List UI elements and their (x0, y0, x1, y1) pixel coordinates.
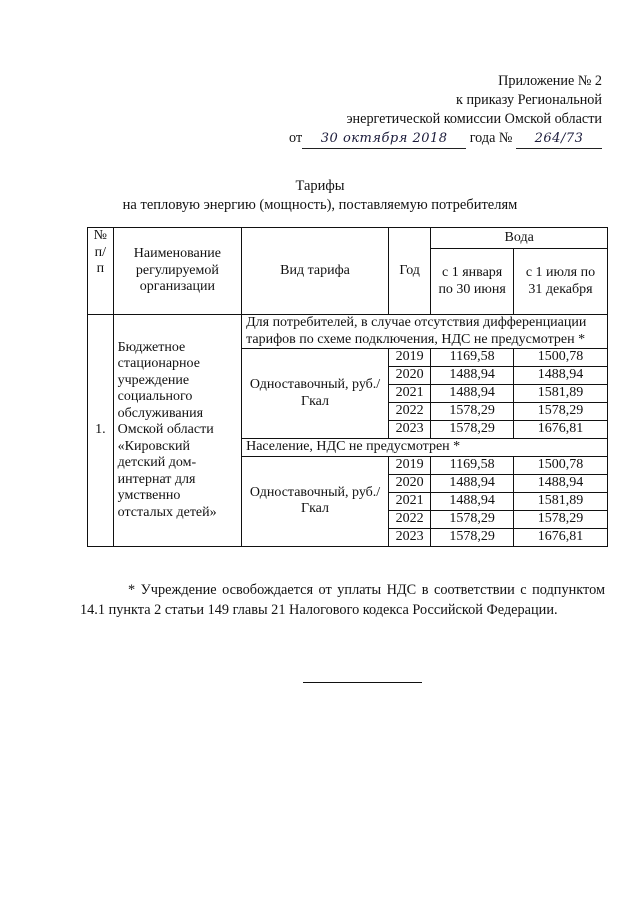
commission-name: энергетической комиссии Омской области (346, 111, 602, 127)
document-title (0, 177, 640, 215)
year-cell: 2022 (388, 403, 430, 421)
tariff-type: Одноставочный, руб./Гкал (242, 349, 389, 439)
year-cell: 2023 (388, 528, 430, 546)
value-period-2: 1488,94 (513, 367, 607, 385)
vat-footnote (80, 580, 605, 620)
value-period-1: 1169,58 (431, 456, 514, 474)
header-water: Вода (431, 228, 608, 249)
appendix-header (289, 72, 602, 149)
header-row-1 (88, 228, 608, 249)
value-period-1: 1578,29 (431, 421, 514, 439)
footnote-text: * Учреждение освобождается от уплаты НДС в соответствии с подпунктом 14.1 пункта 2 статьи 149 главы 21 Налогового кодекса Российской Федерации. (80, 582, 605, 618)
year-number-label: года № (469, 130, 513, 146)
tariff-type: Одноставочный, руб./Гкал (242, 456, 389, 546)
organization-name: Бюджетное стационарное учреждение социального обслуживания Омской области «Кировский детский дом-интернат для умственно отсталых детей» (113, 315, 241, 547)
value-period-1: 1169,58 (431, 349, 514, 367)
end-divider (303, 682, 422, 683)
order-reference: к приказу Региональной (456, 92, 602, 108)
year-cell: 2019 (388, 349, 430, 367)
value-period-2: 1578,29 (513, 403, 607, 421)
value-period-2: 1676,81 (513, 421, 607, 439)
header-period-2: с 1 июля по 31 декабря (513, 249, 607, 315)
value-period-1: 1578,29 (431, 403, 514, 421)
order-date-number (289, 129, 602, 149)
year-cell: 2023 (388, 421, 430, 439)
title-subtitle: на тепловую энергию (мощность), поставляемую потребителям (122, 197, 518, 213)
value-period-2: 1578,29 (513, 510, 607, 528)
handwritten-order-number: 264/73 (516, 129, 602, 149)
header-tariff-type: Вид тарифа (242, 228, 389, 315)
group-label-row (88, 315, 608, 349)
value-period-1: 1578,29 (431, 528, 514, 546)
group-label: Население, НДС не предусмотрен * (242, 439, 608, 457)
value-period-2: 1581,89 (513, 385, 607, 403)
from-label: от (289, 130, 303, 146)
value-period-1: 1488,94 (431, 367, 514, 385)
header-organization: Наименование регулируемой организации (113, 228, 241, 315)
year-cell: 2021 (388, 492, 430, 510)
value-period-2: 1488,94 (513, 474, 607, 492)
value-period-2: 1676,81 (513, 528, 607, 546)
tariff-table (87, 227, 608, 547)
title-main: Тарифы (295, 178, 345, 194)
year-cell: 2022 (388, 510, 430, 528)
year-cell: 2020 (388, 474, 430, 492)
row-index: 1. (88, 315, 114, 547)
value-period-1: 1488,94 (431, 492, 514, 510)
header-no: № п/п (88, 228, 114, 315)
year-cell: 2021 (388, 385, 430, 403)
header-period-1: с 1 января по 30 июня (431, 249, 514, 315)
header-year: Год (388, 228, 430, 315)
appendix-number: Приложение № 2 (498, 73, 602, 89)
value-period-1: 1488,94 (431, 474, 514, 492)
group-label: Для потребителей, в случае отсутствия дифференциации тарифов по схеме подключения, НДС не предусмотрен * (242, 315, 608, 349)
value-period-1: 1488,94 (431, 385, 514, 403)
handwritten-date: 30 октября 2018 (302, 129, 466, 149)
value-period-2: 1500,78 (513, 349, 607, 367)
value-period-1: 1578,29 (431, 510, 514, 528)
year-cell: 2019 (388, 456, 430, 474)
value-period-2: 1581,89 (513, 492, 607, 510)
value-period-2: 1500,78 (513, 456, 607, 474)
year-cell: 2020 (388, 367, 430, 385)
